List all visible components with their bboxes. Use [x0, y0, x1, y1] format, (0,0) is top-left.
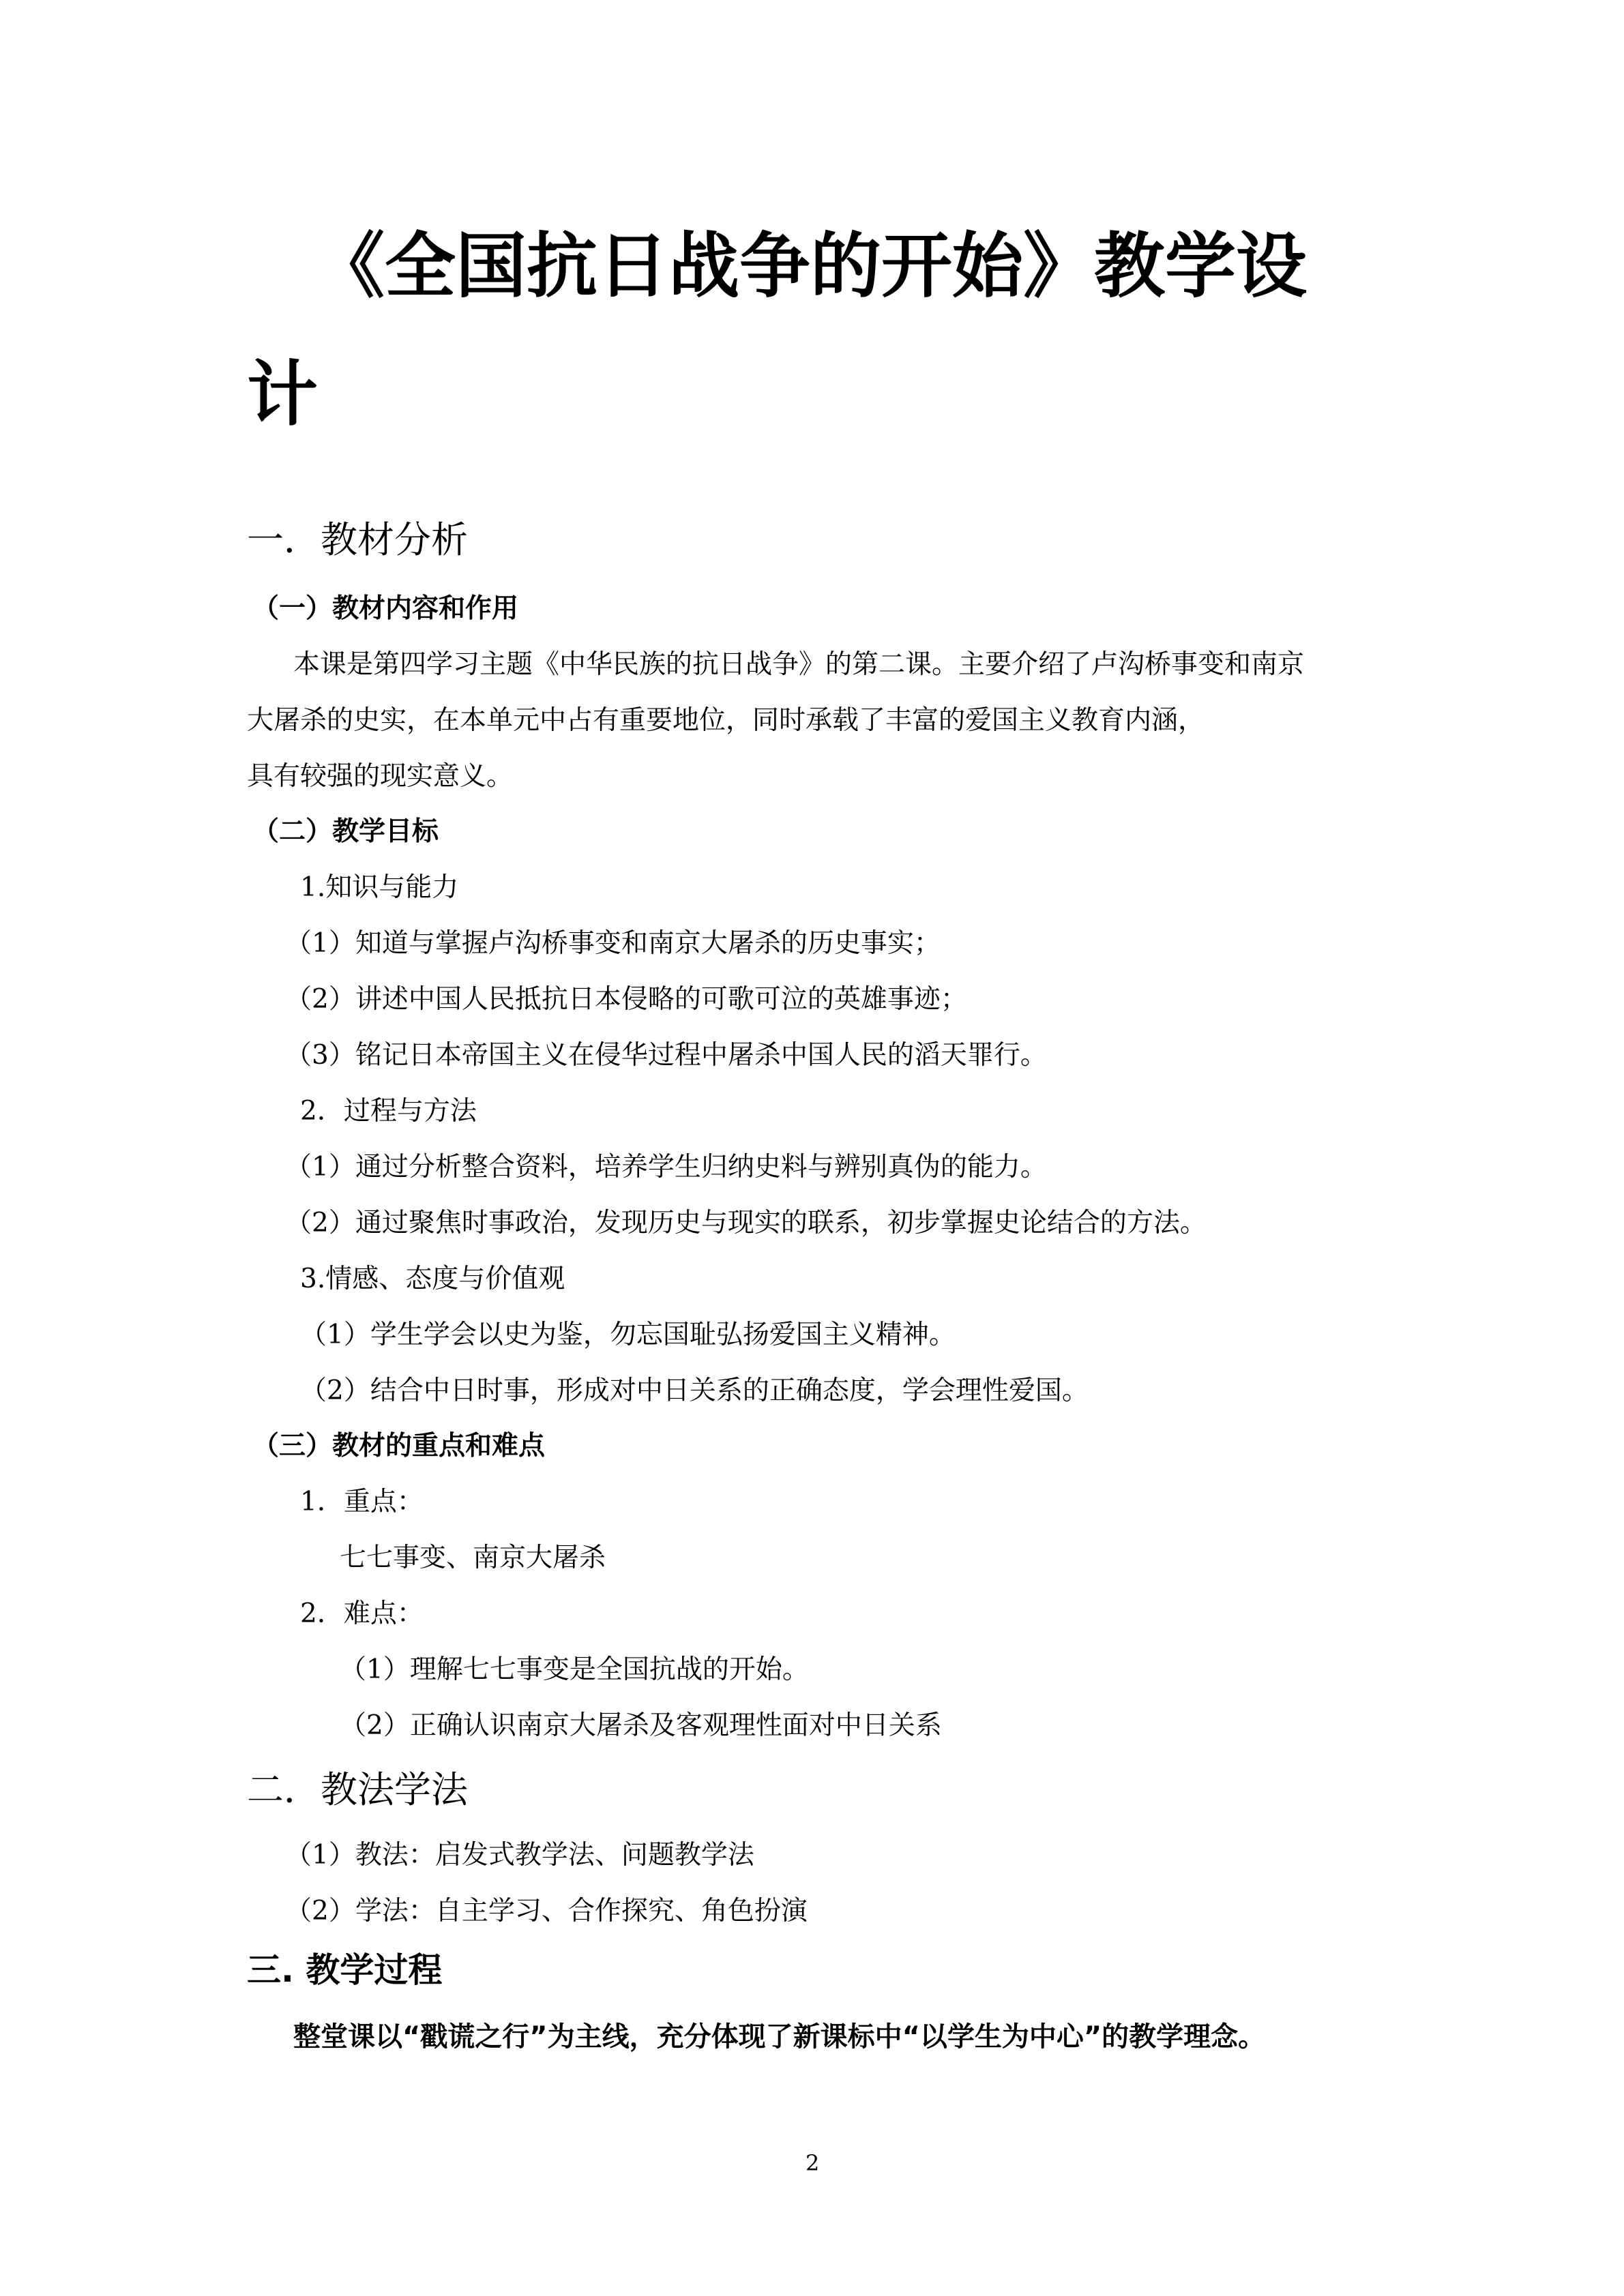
- goal-2-item: （1）通过分析整合资料，培养学生归纳史料与辨别真伪的能力。: [285, 1152, 1047, 1182]
- document-title-line-2: 计: [247, 353, 319, 436]
- section-1-heading: 一．教材分析: [247, 518, 468, 561]
- subsection-3-heading: （三）教材的重点和难点: [252, 1431, 546, 1461]
- goal-1-item: （2）讲述中国人民抵抗日本侵略的可歌可泣的英雄事迹；: [285, 984, 967, 1015]
- key-point-title: 1．重点：: [300, 1487, 424, 1517]
- difficult-point-item: （1）理解七七事变是全国抗战的开始。: [340, 1654, 809, 1685]
- page-number: 2: [806, 2150, 820, 2176]
- goal-1-title: 1.知识与能力: [300, 872, 459, 903]
- section-2-heading: 二．教法学法: [247, 1768, 468, 1811]
- section-3-summary: 整堂课以“戳谎之行”为主线，充分体现了新课标中“以学生为中心”的教学理念。: [293, 2021, 1266, 2053]
- section-3-heading: 三. 教学过程: [247, 1950, 443, 1990]
- paragraph-line-3: 具有较强的现实意义。: [247, 761, 514, 792]
- paragraph-line-1: 本课是第四学习主题《中华民族的抗日战争》的第二课。主要介绍了卢沟桥事变和南京: [293, 649, 1305, 680]
- goal-2-title: 2．过程与方法: [300, 1096, 477, 1127]
- subsection-1-heading: （一）教材内容和作用: [252, 593, 519, 624]
- goal-3-item: （2）结合中日时事，形成对中日关系的正确态度，学会理性爱国。: [300, 1375, 1089, 1406]
- goal-3-item: （1）学生学会以史为鉴，勿忘国耻弘扬爱国主义精神。: [300, 1320, 956, 1350]
- document-title-line-1: 《全国抗日战争的开始》教学设: [314, 224, 1308, 308]
- difficult-point-item: （2）正确认识南京大屠杀及客观理性面对中日关系: [340, 1710, 942, 1741]
- method-item: （1）教法：启发式教学法、问题教学法: [285, 1840, 754, 1870]
- goal-1-item: （1）知道与掌握卢沟桥事变和南京大屠杀的历史事实；: [285, 928, 941, 959]
- goal-1-item: （3）铭记日本帝国主义在侵华过程中屠杀中国人民的滔天罪行。: [285, 1040, 1047, 1071]
- difficult-point-title: 2．难点：: [300, 1598, 424, 1629]
- key-point-content: 七七事变、南京大屠杀: [340, 1542, 606, 1573]
- subsection-2-heading: （二）教学目标: [252, 816, 439, 847]
- goal-3-title: 3.情感、态度与价值观: [300, 1264, 565, 1294]
- method-item: （2）学法：自主学习、合作探究、角色扮演: [285, 1896, 808, 1926]
- goal-2-item: （2）通过聚焦时事政治，发现历史与现实的联系，初步掌握史论结合的方法。: [285, 1208, 1207, 1238]
- paragraph-line-2: 大屠杀的史实，在本单元中占有重要地位，同时承载了丰富的爱国主义教育内涵，: [247, 705, 1205, 736]
